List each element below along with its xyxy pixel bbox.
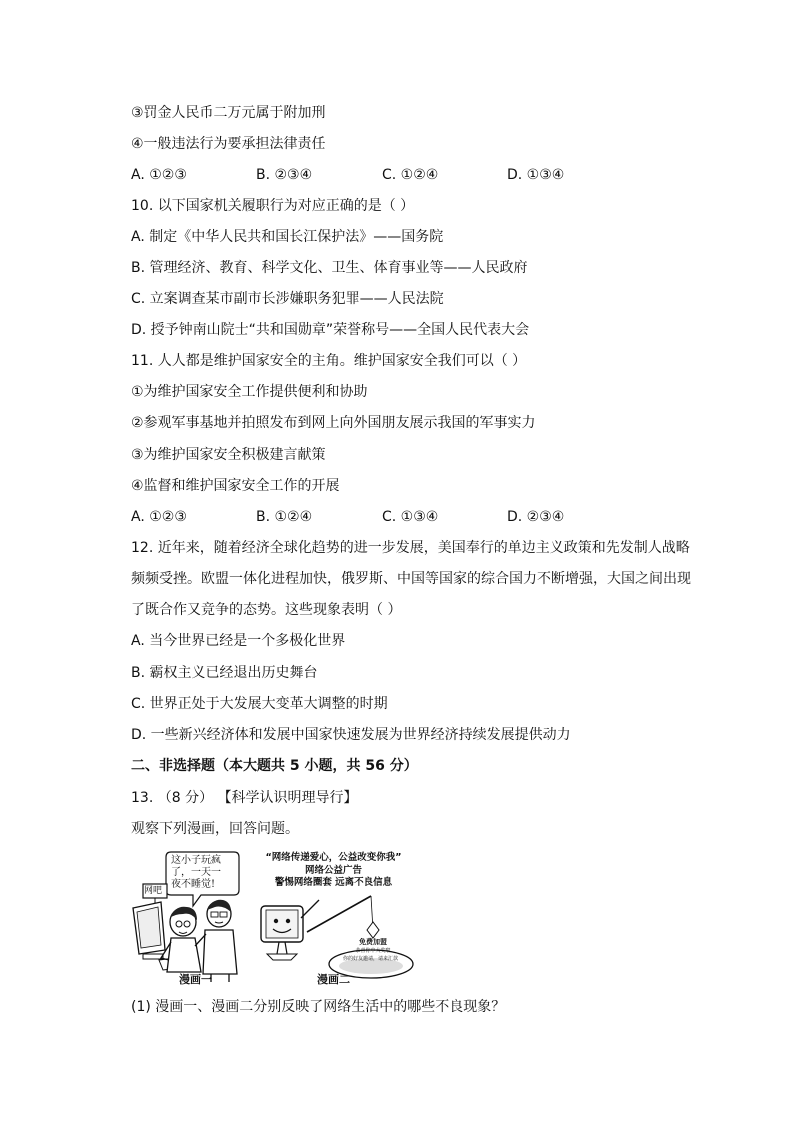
q12-stem-line-1: 12. 近年来，随着经济全球化趋势的进一步发展，美国奉行的单边主义政策和先发制人战略 — [131, 540, 690, 556]
q13-stem: 13. （8 分） 【科学认识明理导行】 — [131, 790, 358, 806]
q11-stem: 11. 人人都是维护国家安全的主角。维护国家安全我们可以（ ） — [131, 353, 527, 369]
q12-choice-b[interactable]: B. 霸权主义已经退出历史舞台 — [131, 665, 318, 681]
q13-intro: 观察下列漫画，回答问题。 — [131, 821, 299, 837]
comic2-title-block — [251, 852, 416, 890]
q11-item-1: ①为维护国家安全工作提供便利和协助 — [131, 384, 368, 400]
q11-item-4: ④监督和维护国家安全工作的开展 — [131, 478, 340, 494]
comic2-caption: 漫画二 — [317, 973, 350, 986]
comic1-bubble-line-2: 了，一天一 — [171, 867, 221, 878]
q11-option-d[interactable]: D. ②③④ — [507, 509, 565, 525]
comic1-adult — [195, 900, 237, 982]
section-title: 二、非选择题（本大题共 5 小题，共 56 分） — [131, 758, 418, 774]
q9-option-b[interactable]: B. ②③④ — [256, 167, 313, 183]
q9-item-3: ③罚金人民币二万元属于附加刑 — [131, 105, 326, 121]
q9-item-4: ④一般违法行为要承担法律责任 — [131, 136, 326, 152]
q11-option-c[interactable]: C. ①③④ — [382, 509, 439, 525]
q12-choice-a[interactable]: A. 当今世界已经是一个多极化世界 — [131, 633, 346, 649]
q10-choice-a[interactable]: A. 制定《中华人民共和国长江保护法》——国务院 — [131, 229, 444, 245]
q11-item-2: ②参观军事基地并拍照发布到网上向外国朋友展示我国的军事实力 — [131, 415, 536, 431]
q9-option-d[interactable]: D. ①③④ — [507, 167, 565, 183]
q12-choice-c[interactable]: C. 世界正处于大发展大变革大调整的时期 — [131, 696, 388, 712]
comic2-title-line-2: 网络公益广告 — [304, 864, 362, 876]
q10-choice-b[interactable]: B. 管理经济、教育、科学文化、卫生、体育事业等——人民政府 — [131, 260, 528, 276]
comic2-small-text: 你的好友邀请，请来汇款 — [343, 956, 399, 962]
q12-choice-d[interactable]: D. 一些新兴经济体和发展中国家快速发展为世界经济持续发展提供动力 — [131, 727, 571, 743]
comic1-caption: 漫画一 — [179, 973, 212, 986]
comic2-bait-line-2: 恭喜你中大奖啦 — [355, 948, 391, 954]
comic2-bait-line-1: 免费加盟 — [359, 938, 387, 946]
q11-item-3: ③为维护国家安全积极建言献策 — [131, 447, 326, 463]
q10-choice-d[interactable]: D. 授予钟南山院士“共和国勋章”荣誉称号——全国人民代表大会 — [131, 322, 530, 338]
q11-option-b[interactable]: B. ①②④ — [256, 509, 313, 525]
q10-stem: 10. 以下国家机关履职行为对应正确的是（ ） — [131, 198, 415, 214]
comic1-bubble-line-1: 这小子玩疯 — [171, 855, 221, 866]
comic2-title-line-1: “网络传递爱心，公益改变你我” — [265, 852, 402, 863]
comic2-fishing-rod — [307, 896, 379, 938]
q10-choice-c[interactable]: C. 立案调查某市副市长涉嫌职务犯罪——人民法院 — [131, 291, 444, 307]
q12-stem-line-3: 了既合作又竞争的态势。这些现象表明（ ） — [131, 602, 402, 618]
q13-sub-question-1: (1) 漫画一、漫画二分别反映了网络生活中的哪些不良现象？ — [131, 999, 506, 1015]
comic2-title-line-3: 警惕网络圈套 远离不良信息 — [274, 877, 393, 888]
comic1-bubble-text — [171, 855, 221, 891]
comic1-bubble-line-3: 夜不睡觉! — [171, 879, 216, 890]
q11-option-a[interactable]: A. ①②③ — [131, 509, 187, 525]
comic1-sign: 网吧 — [144, 886, 163, 896]
q9-option-c[interactable]: C. ①②④ — [382, 167, 439, 183]
q9-option-a[interactable]: A. ①②③ — [131, 167, 187, 183]
comic2-bait-text — [345, 938, 401, 956]
comic-figures — [131, 850, 421, 985]
q12-stem-line-2: 频频受挫。欧盟一体化进程加快，俄罗斯、中国等国家的综合国力不断增强，大国之间出现 — [131, 571, 691, 587]
